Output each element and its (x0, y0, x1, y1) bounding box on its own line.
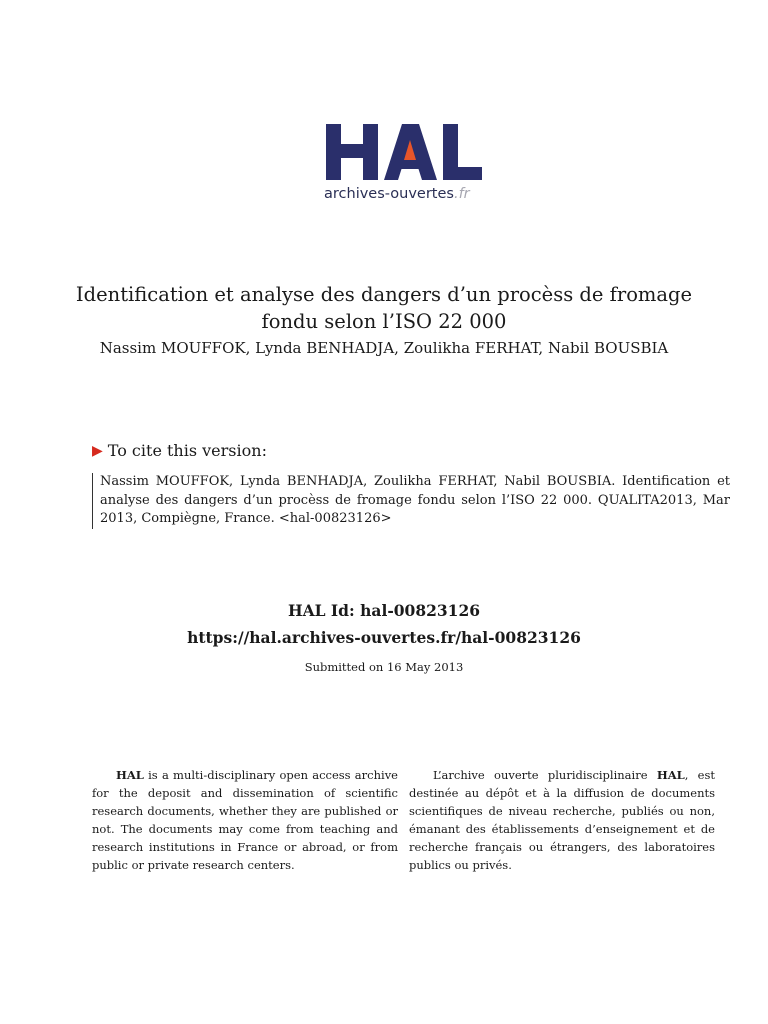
cite-heading-label: To cite this version: (107, 441, 267, 460)
english-notice-bold: HAL (116, 768, 144, 782)
cite-heading (92, 440, 267, 463)
hal-logo (322, 118, 492, 213)
french-notice (409, 766, 715, 874)
paper-authors: Nassim MOUFFOK, Lynda BENHADJA, Zoulikha FERHAT, Nabil BOUSBIA (99, 339, 669, 357)
citation-text: Nassim MOUFFOK, Lynda BENHADJA, Zoulikha FERHAT, Nabil BOUSBIA. Identification et analyse des dangers d’un procèss de fromage fondu selon l’ISO 22 000. QUALITA2013, Mar 2013, Compiègne, France. <hal-00823126> (92, 473, 730, 529)
english-notice-text: is a multi-disciplinary open access archive for the deposit and dissemination of scientific research documents, whether they are published or not. The documents may come from teaching and research institutions in France or abroad, or from public or private research centers. (92, 768, 398, 872)
hal-logo-mark (322, 118, 487, 184)
french-notice-bold: HAL (656, 768, 685, 782)
hal-id: HAL Id: hal-00823126 (287, 601, 481, 620)
hal-url-link[interactable]: https://hal.archives-ouvertes.fr/hal-00823126 (187, 628, 581, 647)
paper-title: Identification et analyse des dangers d’un procèss de fromage fondu selon l’ISO 22 000 (75, 283, 693, 333)
french-notice-text-after: , est destinée au dépôt et à la diffusion de documents scientifiques de niveau recherche, publiés ou non, émanant des établissements d’enseignement et de recherche français ou étrangers, des laboratoires publics ou privés. (409, 768, 715, 872)
triangle-right-icon: ▶ (92, 443, 103, 459)
french-notice-text-before: L’archive ouverte pluridisciplinaire (433, 768, 657, 782)
english-notice (92, 766, 398, 874)
logo-subtitle: archives-ouvertes.fr (324, 186, 470, 202)
submitted-date: Submitted on 16 May 2013 (304, 660, 464, 674)
